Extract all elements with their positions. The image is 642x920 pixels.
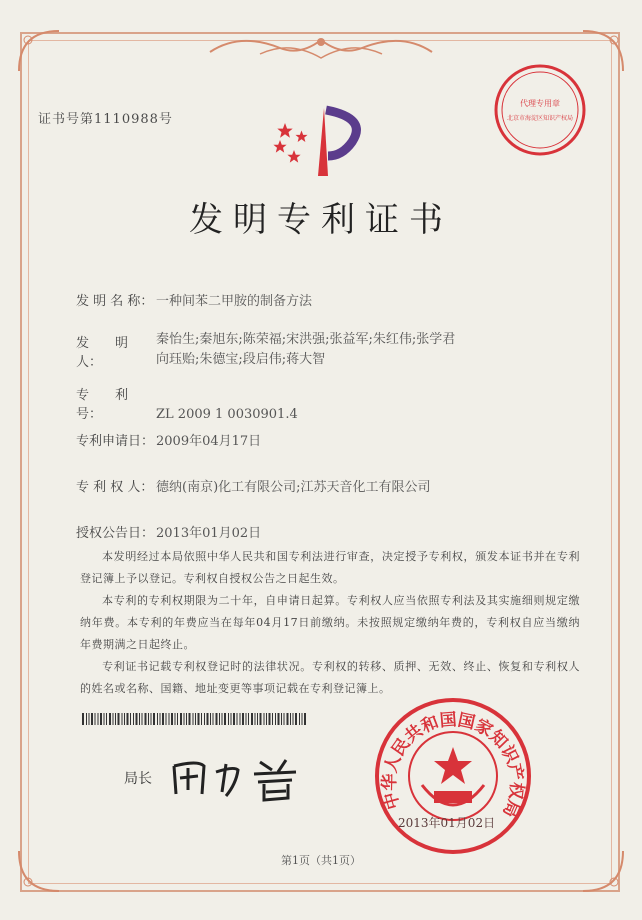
body-paragraph-1: 本发明经过本局依照中华人民共和国专利法进行审查，决定授予专利权，颁发本证书并在专利登记簿上予以登记。专利权自授权公告之日起生效。 bbox=[80, 550, 580, 585]
application-date-label: 专利申请日： bbox=[76, 434, 155, 449]
official-seal bbox=[372, 695, 534, 857]
invention-name-row bbox=[76, 290, 312, 309]
stamp-center-text: 代理专用章 bbox=[520, 99, 560, 108]
signatory-label: 局长 bbox=[124, 771, 152, 787]
patentee-value: 德纳(南京)化工有限公司;江苏天音化工有限公司 bbox=[156, 480, 431, 495]
inventors-line-1: 秦怡生;秦旭东;陈荣福;宋洪强;张益军;朱红伟;张学君 bbox=[156, 332, 456, 347]
grant-date-value: 2013年01月02日 bbox=[156, 526, 262, 541]
grant-date-row bbox=[76, 522, 261, 541]
inventors-value bbox=[156, 330, 455, 370]
certificate-title: 发明专利证书 bbox=[189, 200, 453, 240]
corner-ornament-tl bbox=[14, 26, 64, 76]
agency-stamp bbox=[492, 62, 588, 158]
barcode bbox=[82, 713, 308, 725]
application-date-value: 2009年04月17日 bbox=[156, 434, 262, 449]
invention-name-label: 发 明 名 称： bbox=[76, 294, 154, 309]
body-paragraph-2: 本专利的专利权期限为二十年，自申请日起算。专利权人应当依照专利法及其实施细则规定缴纳年费。本专利的年费应当在每年04月17日前缴纳。未按照规定缴纳年费的，专利权自应当缴纳年费期满之日起终止。 bbox=[80, 594, 580, 651]
seal-text: 中华人民共和国国家知识产权局 bbox=[379, 710, 527, 821]
page-number: 第1页（共1页） bbox=[281, 854, 361, 867]
inventors-label: 发 明 人： bbox=[76, 336, 142, 370]
certificate-number: 证书号第1110988号 bbox=[38, 112, 173, 127]
grant-date-label: 授权公告日： bbox=[76, 526, 155, 541]
certificate-body bbox=[80, 546, 580, 700]
patentee-row bbox=[76, 476, 431, 495]
patentee-label: 专 利 权 人： bbox=[76, 480, 154, 495]
director-signature bbox=[168, 744, 314, 804]
invention-name-value: 一种间苯二甲胺的制备方法 bbox=[156, 294, 313, 309]
application-date-row bbox=[76, 430, 261, 449]
stamp-ring-text: 北京市海淀区知识产权局 bbox=[506, 115, 574, 122]
patent-number-label: 专 利 号： bbox=[76, 388, 142, 422]
patent-number-row bbox=[76, 384, 298, 422]
inventors-line-2: 向珏贻;朱德宝;段启伟;蒋大智 bbox=[156, 352, 326, 367]
top-ornament bbox=[200, 30, 442, 70]
inventors-row bbox=[76, 332, 156, 370]
body-paragraph-3: 专利证书记载专利权登记时的法律状况。专利权的转移、质押、无效、终止、恢复和专利权人的姓名或名称、国籍、地址变更等事项记载在专利登记簿上。 bbox=[80, 660, 580, 695]
seal-date: 2013年01月02日 bbox=[398, 816, 496, 830]
sipo-logo bbox=[272, 98, 372, 178]
patent-number-value: ZL 2009 1 0030901.4 bbox=[156, 407, 298, 422]
